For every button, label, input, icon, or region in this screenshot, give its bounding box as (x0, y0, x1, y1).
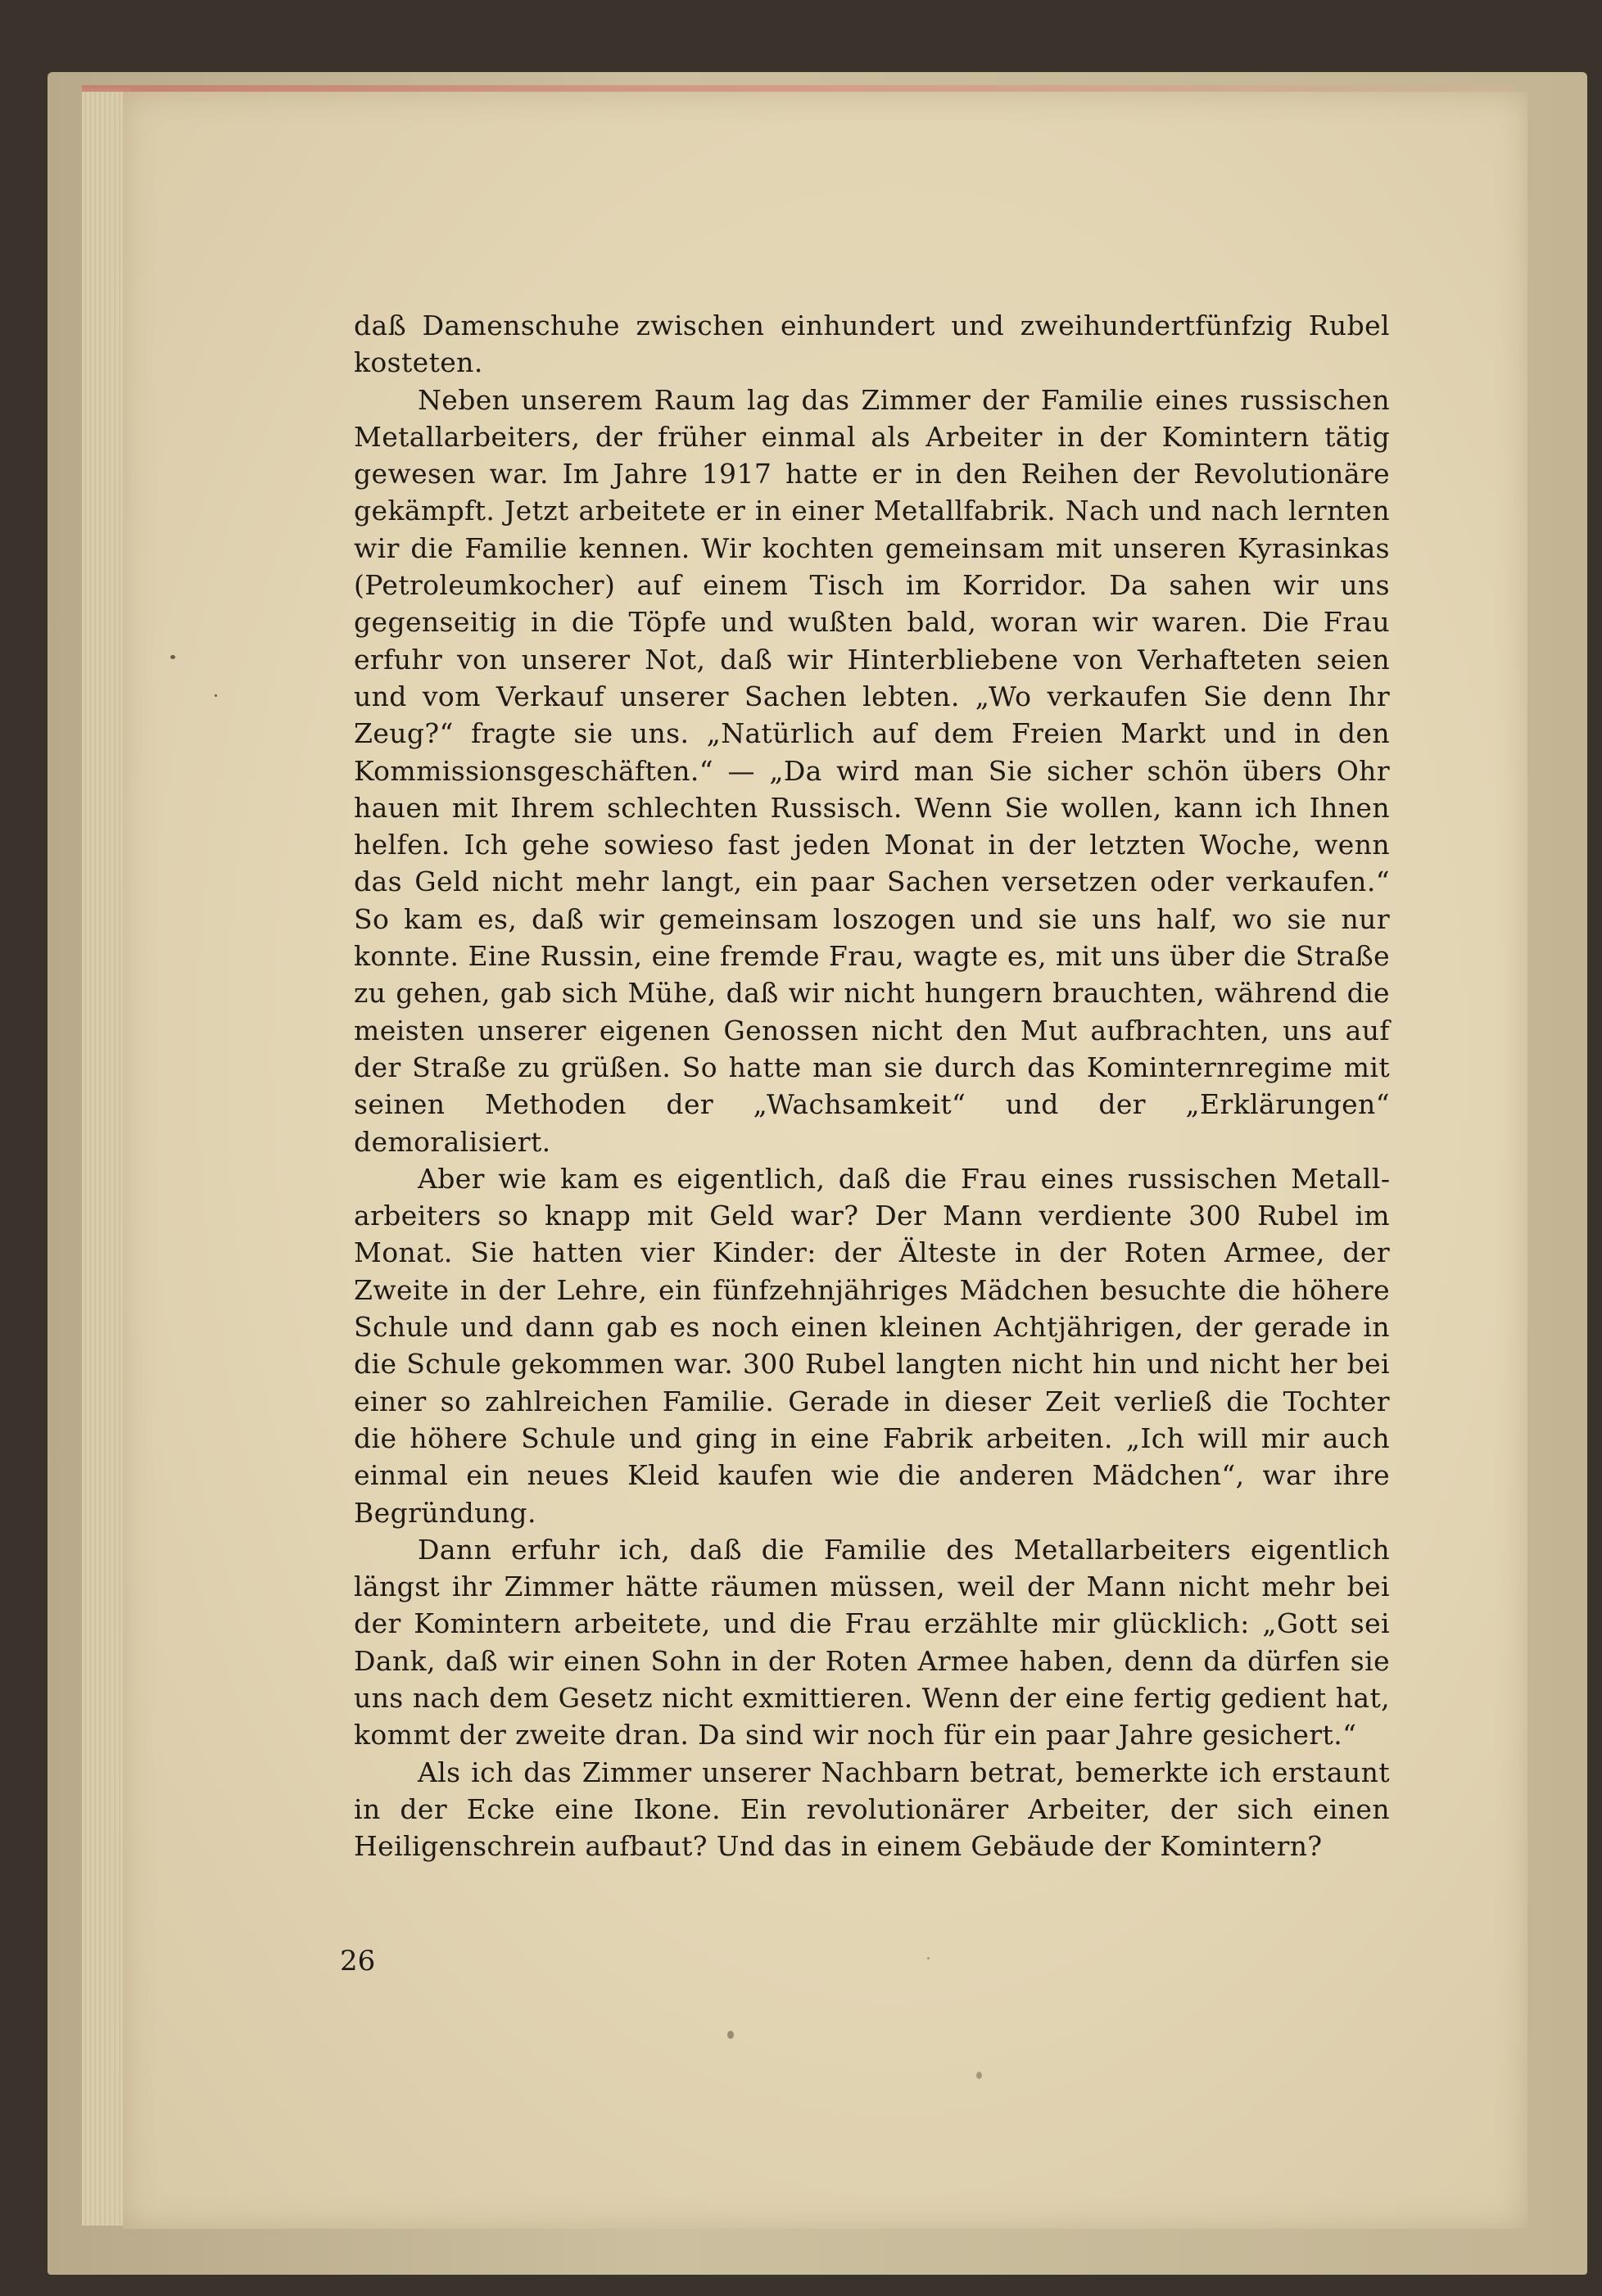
page-number: 26 (340, 1945, 376, 1977)
paragraph: Dann erfuhr ich, daß die Familie des Metallarbeiters eigentlich längst ihr Zimmer hätte räumen müssen, weil der Mann nicht mehr bei der Komintern arbeitete, und die Frau erzählte mir glücklich: „Gott sei Dank, daß wir einen Sohn in der Roten Armee haben, denn da dürfen sie uns nach dem Gesetz nicht exmittieren. Wenn der eine fertig gedient hat, kommt der zweite dran. Da sind wir noch für ein paar Jahre gesichert.“ (354, 1533, 1390, 1751)
paragraph: Aber wie kam es eigentlich, daß die Frau eines russischen Metallarbeiters so knapp mit Geld war? Der Mann verdiente 300 Rubel im Monat. Sie hatten vier Kinder: der Älteste in der Roten Armee, der Zweite in der Lehre, ein fünfzehnjähriges Mädchen besuchte die höhere Schule und dann gab es noch einen kleinen Achtjährigen, der gerade in die Schule gekommen war. 300 Rubel langten nicht hin und nicht her bei einer so zahlreichen Familie. Gerade in dieser Zeit verließ die Tochter die höhere Schule und ging in eine Fabrik arbeiten. „Ich will mir auch einmal ein neues Kleid kaufen wie die anderen Mädchen“, war ihre Begründung. (354, 1162, 1390, 1529)
paper-speck (215, 694, 217, 697)
paragraph: daß Damenschuhe zwischen einhundert und zweihundertfünfzig Rubel kosteten. (354, 310, 1390, 379)
paragraph: Als ich das Zimmer unserer Nachbarn betrat, bemerkte ich erstaunt in der Ecke eine Ikone. Ein revolutionärer Arbeiter, der sich einen Heiligenschrein aufbaut? Und das in einem Gebäude der Komintern? (354, 1756, 1390, 1863)
paper-speck (170, 655, 175, 659)
paper-speck (727, 2031, 734, 2039)
red-top-edge (82, 85, 1515, 92)
paragraph: Neben unserem Raum lag das Zimmer der Familie eines russischen Metallarbeiters, der früher einmal als Arbeiter in der Komintern tätig gewesen war. Im Jahre 1917 hatte er in den Reihen der Revolutionäre gekämpft. Jetzt arbeitete er in einer Metallfabrik. Nach und nach lernten wir die Familie kennen. Wir kochten gemeinsam mit unseren Kyrasinkas (Petroleumkocher) auf einem Tisch im Korridor. Da sahen wir uns gegenseitig in die Töpfe und wußten bald, woran wir waren. Die Frau erfuhr von unserer Not, daß wir Hinterbliebene von Verhafteten seien und vom Verkauf unserer Sachen lebten. „Wo verkaufen Sie denn Ihr Zeug?“ fragte sie uns. „Natürlich auf dem Freien Markt und in den Kommissionsgeschäften.“ — „Da wird man Sie sicher schön übers Ohr hauen mit Ihrem schlechten Russisch. Wenn Sie wollen, kann ich Ihnen helfen. Ich gehe sowieso fast jeden Monat in der letzten Woche, wenn das Geld nicht mehr langt, ein paar Sachen versetzen oder verkaufen.“ So kam es, daß wir gemeinsam loszogen und sie uns half, wo sie nur konnte. Eine Russin, eine fremde Frau, wagte es, mit uns über die Straße zu gehen, gab sich Mühe, daß wir nicht hungern brauchten, während die meisten unserer eigenen Genossen nicht den Mut aufbrachten, uns auf der Straße zu grüßen. So hatte man sie durch das Kominternregime mit seinen Methoden der „Wachsamkeit“ und der „Erklärungen“ demoralisiert. (354, 383, 1390, 1158)
body-text (354, 307, 1390, 1864)
paper-speck (976, 2072, 982, 2079)
paper-speck (927, 1957, 930, 1959)
